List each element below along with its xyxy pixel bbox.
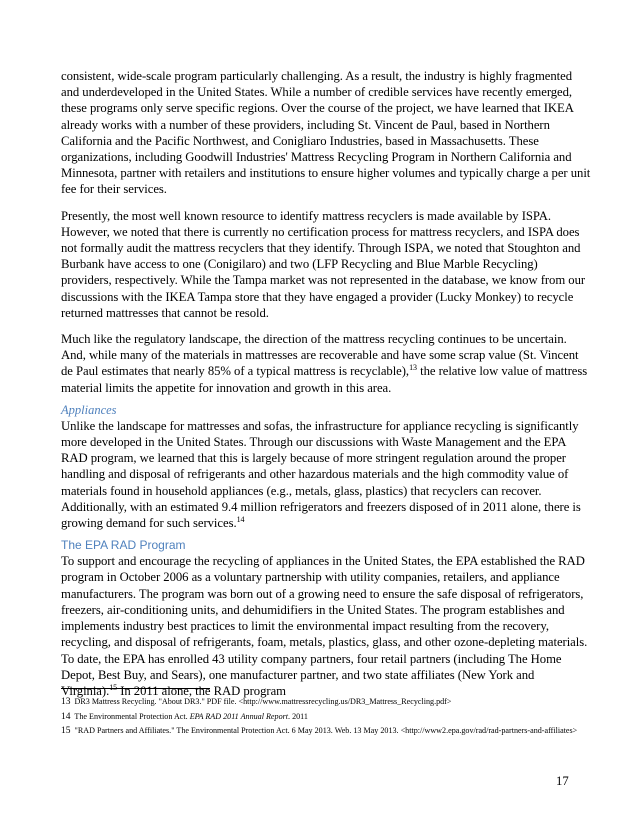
footnote-13 — [61, 697, 581, 708]
footnote-ref-15[interactable]: 15 — [109, 682, 118, 692]
page-content — [61, 68, 591, 699]
paragraph-text: Much like the regulatory landscape, the direction of the mattress recycling continues to be uncertain. And, while many of the materials in mattresses are recoverable and have some scrap value (St. Vincent de Paul estimates that nearly 85% of a typical mattress is recyclable), — [61, 332, 579, 379]
footnote-number: 14 — [61, 711, 71, 722]
footnote-15 — [61, 726, 581, 737]
paragraph-mattress-direction — [61, 331, 591, 396]
paragraph-rad-program — [61, 553, 591, 699]
heading-appliances: Appliances — [61, 402, 117, 417]
paragraph-ispa-resource: Presently, the most well known resource to identify mattress recyclers is made available by ISPA. However, we noted that there is currently no certification process for mattress recyclers, and ISPA does not formally audit the mattress recyclers that they identify. Through ISPA, we noted that Stoughton and Burbank have access to one (Conigilaro) and two (LFP Recycling and Blue Marble Recycling) providers, respectively. While the Tampa market was not represented in the database, we know from our discussions with the IKEA Tampa store that they have engaged a provider (Lucky Monkey) to recycle returned mattresses that cannot be resold. — [61, 208, 586, 320]
footnote-report-title: EPA RAD 2011 Annual Report — [189, 711, 289, 721]
heading-epa-rad-program: The EPA RAD Program — [61, 538, 186, 553]
paragraph-text-end: the relative low value of mattress material limits the appetite for innovation and growth in this area. — [61, 364, 588, 395]
footnote-14 — [61, 712, 581, 723]
footnote-separator — [61, 688, 210, 689]
footnote-number: 15 — [61, 726, 71, 736]
footnote-text: The Environmental Protection Act. — [74, 711, 190, 721]
paragraph-industry-fragmentation: consistent, wide-scale program particularly challenging. As a result, the industry is highly fragmented and underdeveloped in the United States. While a number of credible services have recently emerged, these programs only serve specific regions. Over the course of the project, we have learned that IKEA already works with a number of these providers, including St. Vincent de Paul, based in Northern California and the Pacific Northwest, and Conigliaro Industries, based in Massachusetts. These organizations, including Goodwill Industries' Mattress Recycling Program in Northern California and Minnesota, partner with retailers and institutions to ensure higher volumes and typically charge a per unit fee for their services. — [61, 69, 591, 197]
footnote-number: 13 — [61, 697, 71, 707]
paragraph-text: Unlike the landscape for mattresses and sofas, the infrastructure for appliance recycling is significantly more developed in the United States. Through our discussions with Waste Management and the EPA RAD program, we learned that this is largely because of more stringent regulation around the proper handling and disposal of refrigerants and other hazardous materials and the high commodity value of materials found in household appliances (e.g., metals, glass, plastics) that recyclers can recover. Additionally, with an estimated 9.4 million refrigerators and freezers disposed of in 2011 alone, there is growing demand for such services. — [61, 418, 581, 531]
paragraph-text-end: In 2011 alone, the RAD program — [117, 683, 286, 698]
page-number: 17 — [556, 774, 569, 788]
footnote-ref-14[interactable]: 14 — [236, 514, 245, 524]
footnote-ref-13[interactable]: 13 — [409, 363, 417, 373]
footnote-text: "RAD Partners and Affiliates." The Environmental Protection Act. 6 May 2013. Web. 13 May 2013. <http://www2.epa.gov/rad/rad-partners-and-affiliates> — [74, 726, 578, 735]
footnote-text: DR3 Mattress Recycling. "About DR3." PDF file. <http://www.mattressrecycling.us/DR3_Mattress_Recycling.pdf> — [74, 697, 452, 706]
footnotes — [61, 697, 581, 741]
paragraph-appliance-infrastructure — [61, 418, 591, 531]
paragraph-text: To support and encourage the recycling of appliances in the United States, the EPA established the RAD program in October 2006 as a voluntary partnership with utility companies, retailers, and appliance manufacturers. The program was born out of a growing need to ensure the safe disposal of refrigerators, freezers, air-conditioning units, and dehumidifiers in the United States. The program establishes and implements industry best practices to limit the environmental impact resulting from the recovery, recycling, and disposal of refrigerants, foam, metals, plastics, glass, and other ozone-depleting materials. To date, the EPA has enrolled 43 utility company partners, four retail partners (including The Home Depot, Best Buy, and Sears), one manufacturer partner, and two state affiliates (New York and Virginia). — [61, 554, 588, 698]
footnote-text-end: . 2011 — [288, 711, 308, 721]
